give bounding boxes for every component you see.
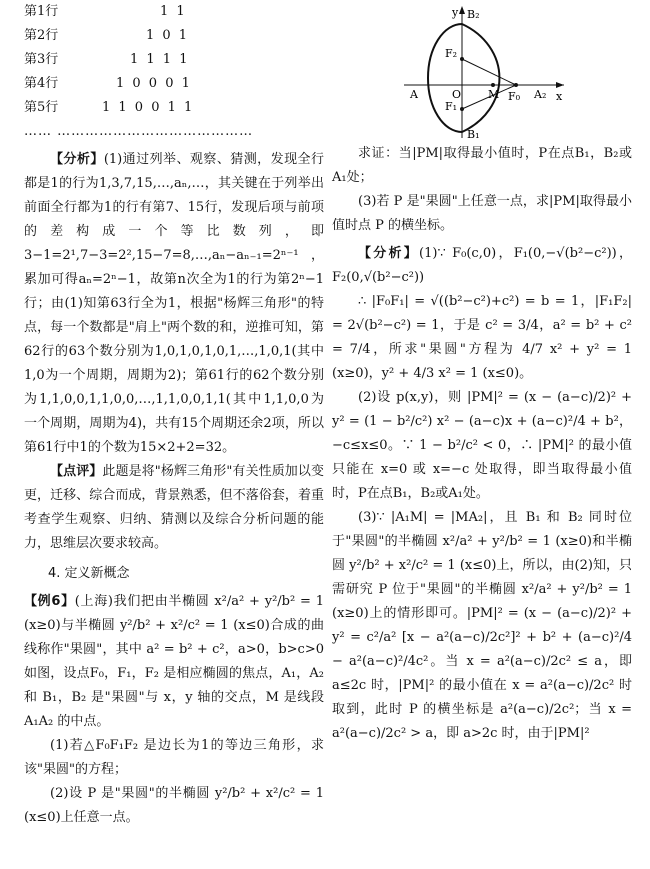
solution-1-head: [332, 242, 632, 290]
row-values: 1 0 0 0 1: [116, 76, 192, 91]
row-label: 第3行: [24, 52, 59, 67]
point-f0: [514, 83, 518, 87]
row-label: 第1行: [24, 4, 59, 19]
label-f2: F₂: [445, 47, 458, 60]
triangle-row: [24, 24, 324, 48]
example-paragraph: [24, 590, 324, 734]
analysis-tag: 【分析】: [50, 152, 104, 167]
row-label: 第5行: [24, 100, 59, 115]
label-a2: A₂: [534, 88, 547, 101]
fruit-curve: [428, 24, 499, 132]
triangle-row: [24, 72, 324, 96]
row-label: 第2行: [24, 28, 59, 43]
question-3: (3)若 P 是"果圆"上任意一点，求|PM|取得最小值时点 P 的横坐标。: [332, 194, 632, 233]
label-x: x: [556, 90, 563, 103]
example-tag: 【例6】: [24, 594, 75, 609]
label-y: y: [452, 6, 459, 19]
label-b2: B₂: [467, 8, 480, 21]
label-o: O: [452, 88, 462, 101]
label-b1: B₁: [467, 128, 480, 138]
section-title: 4. 定义新概念: [48, 566, 130, 581]
x-axis-arrow-icon: [556, 82, 564, 88]
label-m: M: [488, 88, 500, 101]
triangle-row: [24, 0, 324, 24]
comment-tag: 【点评】: [50, 464, 103, 479]
point-f1: [460, 107, 464, 111]
right-column: [332, 142, 632, 746]
y-axis-arrow-icon: [459, 6, 465, 14]
label-f0: F₀: [508, 90, 521, 103]
comment-text: 此题是将"杨辉三角形"有关性质加以变更，迁移、综合而成，背景熟悉，但不落俗套，着重考查学生观察、归纳、猜测以及综合分析问题的能力，思维层次要求较高。: [24, 464, 324, 551]
triangle-row: [24, 96, 324, 120]
left-column: [24, 0, 324, 830]
label-f1: F₁: [445, 100, 458, 113]
fruit-ellipse-diagram: [404, 4, 564, 138]
ellipsis-row: …… ……………………………………: [24, 124, 254, 139]
analysis-tag: 【分析】: [358, 246, 420, 261]
solution-3: (3)∵ |A₁M| = |MA₂|，且 B₁ 和 B₂ 同时位于"果圆"的半椭圆 x²/a² + y²/b² = 1 (x≥0)和半椭圆 y²/b² + x²/c² = 1 (x≤0)上，所以，由(2)知，只需研究 P 位于"果圆"的半椭圆 x²/a² + y²/b² = 1 (x≥0)上的情形即可。|PM|² = (x − (a−c)/2)² + y² = c²/a² [x − a²(a−c)/2c²]² + b² + (a−c)²/4 − a²(a−c)²/4c²。当 x = a²(a−c)/2c² ≤ a，即 a≤2c 时，|PM|² 的最小值在 x = a²(a−c)/2c² 时取到，此时 P 的横坐标是 a²(a−c)/2c²；当 x = a²(a−c)/2c² > a，即 a>2c 时，由于|PM|²: [332, 510, 632, 741]
row-values: 1 1 1 1: [130, 52, 190, 67]
question-1: (1)若△F₀F₁F₂ 是边长为1的等边三角形，求该"果圆"的方程；: [24, 738, 324, 777]
row-values: 1 1: [160, 4, 187, 19]
point-m: [491, 83, 495, 87]
analysis-paragraph: [24, 148, 324, 460]
yanghui-triangle-rows: [24, 0, 324, 144]
label-a: A: [410, 88, 418, 101]
segment-f2-f0: [462, 59, 516, 85]
comment-paragraph: [24, 460, 324, 556]
question-2: (2)设 P 是"果圆"的半椭圆 y²/b² + x²/c² = 1 (x≤0)上任意一点。: [24, 786, 324, 825]
point-f2: [460, 57, 464, 61]
row-values: 1 0 1: [146, 28, 190, 43]
solution-1-body: ∴ |F₀F₁| = √((b²−c²)+c²) = b = 1，|F₁F₂| = 2√(b²−c²) = 1，于是 c² = 3/4，a² = b² + c² = 7/4，所求"果圆"方程为 4/7 x² + y² = 1 (x≥0)，y² + 4/3 x² = 1 (x≤0)。: [332, 294, 632, 381]
analysis-text: (1)通过列举、观察、猜测，发现全行都是1的行为1,3,7,15,…,aₙ,…，其关键在于列举出前面全行都为1的行有第7、15行，发现后项与前项的差构成一个等比数列，即3−1=2¹,7−3=2²,15−7=8,…,aₙ−aₙ₋₁=2ⁿ⁻¹，累加可得aₙ=2ⁿ−1，故第n次全为1的行为第2ⁿ−1行；由(1)知第63行全为1，根据"杨辉三角形"的特点，每一个数都是"肩上"两个数的和，逆推可知，第62行的63个数分别为1,0,1,0,1,0,1,…,1,0,1(其中1,0为一个周期，周期为2)；第61行的62个数分别为1,1,0,0,1,1,0,0,…,1,1,0,0,1,1(其中1,1,0,0为一个周期，周期为4)，共有15个周期还余2项，所以第61行中1的个数为15×2+2=32。: [24, 152, 324, 455]
example-text: (上海)我们把由半椭圆 x²/a² + y²/b² = 1 (x≥0)与半椭圆 y²/b² + x²/c² = 1 (x≤0)合成的曲线称作"果圆"，其中 a² = b² + c²，a>0，b>c>0 如图，设点F₀，F₁，F₂ 是相应椭圆的焦点，A₁，A₂ 和 B₁，B₂ 是"果圆"与 x，y 轴的交点，M 是线段 A₁A₂ 的中点。: [24, 594, 324, 729]
row-label: 第4行: [24, 76, 59, 91]
row-values: 1 1 0 0 1 1: [102, 100, 195, 115]
triangle-row: [24, 48, 324, 72]
question-2-continued: 求证：当|PM|取得最小值时，P在点B₁，B₂或A₁处；: [332, 146, 632, 185]
solution-2: (2)设 p(x,y)，则 |PM|² = (x − (a−c)/2)² + y² = (1 − b²/c²) x² − (a−c)x + (a−c)²/4 + b²，−c≤x≤0。∵ 1 − b²/c² < 0，∴ |PM|² 的最小值只能在 x=0 或 x=−c 处取得，即当取得最小值时，P在点B₁，B₂或A₁处。: [332, 390, 632, 501]
solution-1-text: (1)∵ F₀(c,0)，F₁(0,−√(b²−c²))，F₂(0,√(b²−c²)): [332, 246, 632, 285]
